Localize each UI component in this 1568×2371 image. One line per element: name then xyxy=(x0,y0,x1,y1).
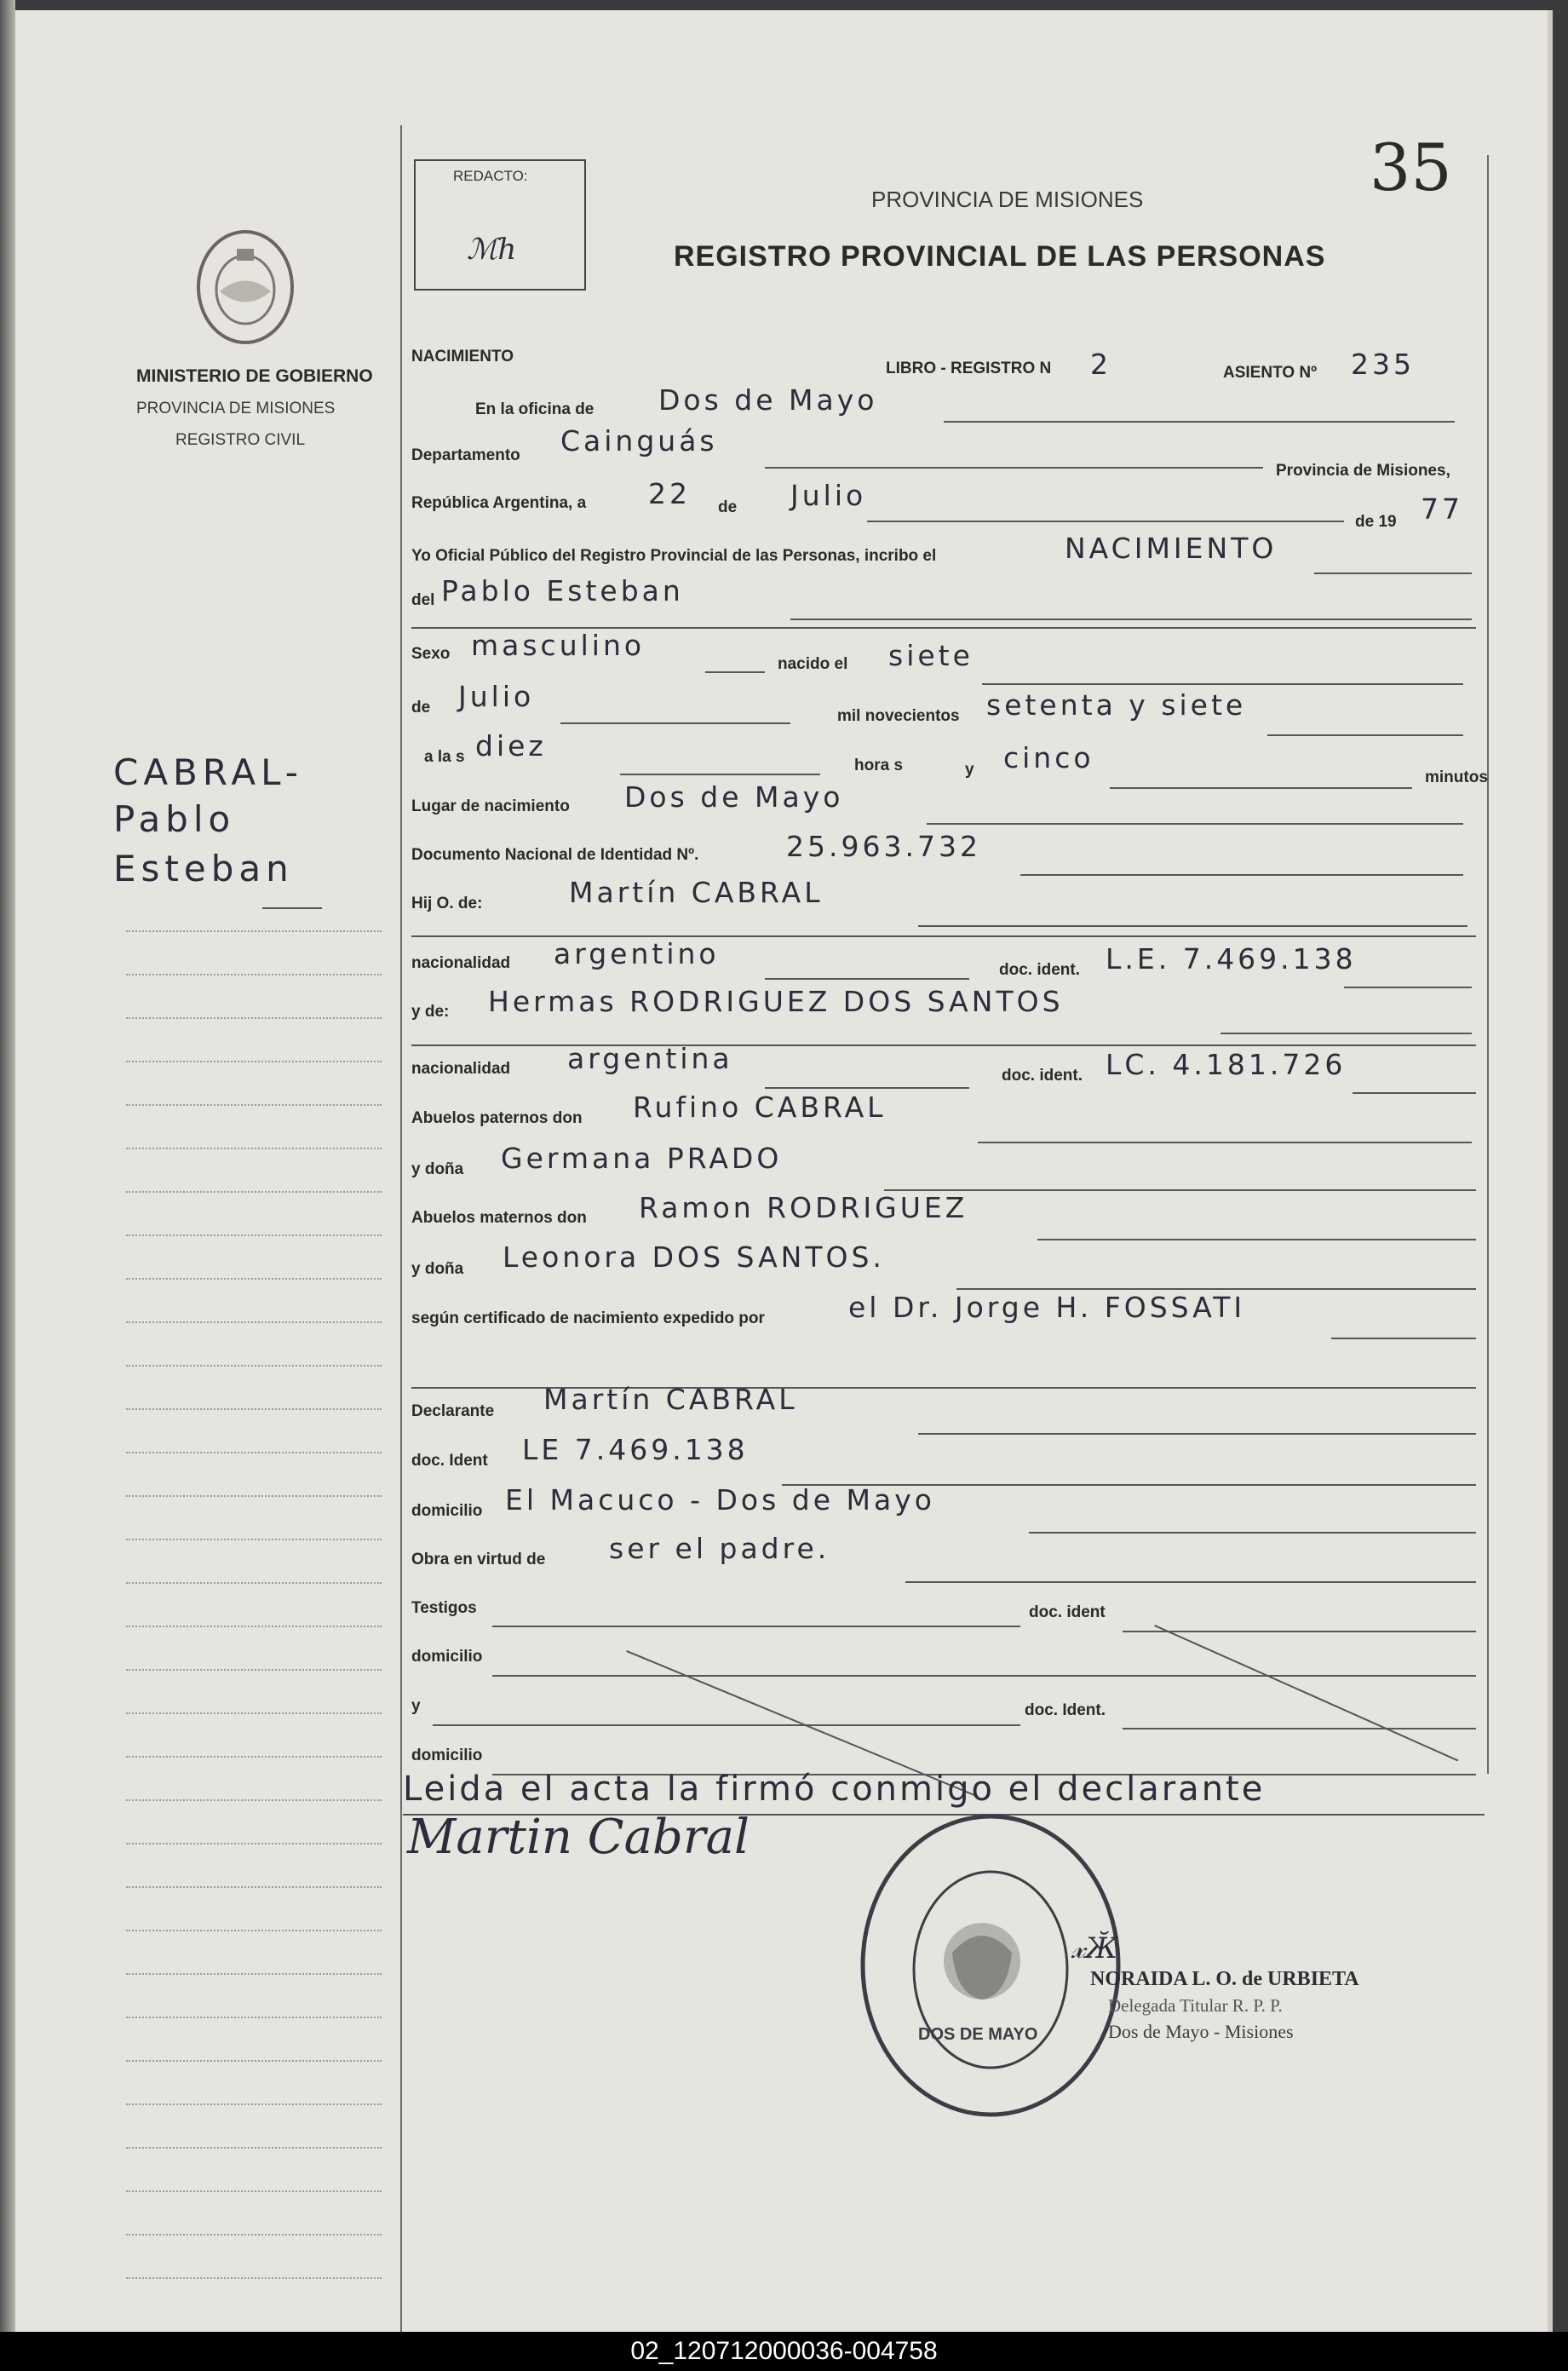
ministry-province: PROVINCIA DE MISIONES xyxy=(136,400,336,417)
abuelos-maternos-label: Abuelos maternos don xyxy=(411,1209,587,1227)
margin-dotted-line xyxy=(126,1712,382,1714)
day-value: 22 xyxy=(648,477,691,510)
doc-declarante-value: LE 7.469.138 xyxy=(522,1433,749,1466)
witness-cross-line-2 xyxy=(1154,1625,1458,1761)
month-value: Julio xyxy=(790,479,867,512)
official-name: NORAIDA L. O. de URBIETA xyxy=(1090,1968,1359,1990)
y2-line xyxy=(433,1724,1020,1726)
sexo-line xyxy=(705,671,765,673)
margin-note-surname: CABRAL- xyxy=(113,751,303,793)
margin-dotted-line xyxy=(126,1191,382,1193)
doc-declarante-label: doc. Ident xyxy=(411,1452,488,1470)
lugar-value: Dos de Mayo xyxy=(624,780,844,814)
official-role: Delegada Titular R. P. P. xyxy=(1108,1995,1283,2016)
margin-dotted-line xyxy=(126,2190,382,2192)
date-line xyxy=(867,521,1344,522)
yde-label: y de: xyxy=(411,1003,450,1021)
certificado-value: el Dr. Jorge H. FOSSATI xyxy=(848,1291,1246,1324)
hijo-label: Hij O. de: xyxy=(411,895,483,912)
de2-line xyxy=(560,722,790,724)
republica-label: República Argentina, a xyxy=(411,494,587,512)
margin-dotted-line xyxy=(126,1017,382,1019)
header-province: PROVINCIA DE MISIONES xyxy=(871,187,1144,212)
obra-value: ser el padre. xyxy=(609,1532,830,1565)
ministry-registry: REGISTRO CIVIL xyxy=(175,431,306,449)
margin-dotted-line xyxy=(126,1626,382,1627)
margin-dotted-line xyxy=(126,1843,382,1844)
header-title: REGISTRO PROVINCIAL DE LAS PERSONAS xyxy=(674,240,1326,273)
alas-line xyxy=(620,774,820,775)
departamento-label: Departamento xyxy=(411,446,520,464)
abuelos-paternos-label: Abuelos paternos don xyxy=(411,1109,583,1127)
margin-note-underline xyxy=(262,907,322,909)
margin-dotted-line xyxy=(126,2017,382,2018)
nacido-line xyxy=(982,683,1463,685)
footer-id-bar: 02_120712000036-004758 xyxy=(0,2332,1568,2371)
ministry-name: MINISTERIO DE GOBIERNO xyxy=(136,366,373,386)
hijo-value: Martín CABRAL xyxy=(569,876,824,909)
provincia-label: Provincia de Misiones, xyxy=(1276,462,1450,480)
margin-dotted-line xyxy=(126,1104,382,1106)
horas-label: hora s xyxy=(854,757,904,774)
book-spine xyxy=(0,0,15,2334)
doc-ident-label: doc. ident xyxy=(1029,1603,1106,1621)
mil-value: setenta y siete xyxy=(986,688,1247,722)
asiento-label: ASIENTO Nº xyxy=(1223,364,1318,382)
nacionalidad1-label: nacionalidad xyxy=(411,954,511,972)
mil-line xyxy=(1267,734,1463,736)
margin-dotted-line xyxy=(126,1148,382,1149)
doc1-value: L.E. 7.469.138 xyxy=(1106,942,1357,975)
sexo-value: masculino xyxy=(471,629,646,662)
nacionalidad1-line xyxy=(765,978,969,980)
yde-value: Hermas RODRIGUEZ DOS SANTOS xyxy=(488,985,1064,1018)
margin-dotted-line xyxy=(126,930,382,932)
asiento-value: 235 xyxy=(1351,348,1415,381)
margin-dotted-line xyxy=(126,1061,382,1062)
dni-label: Documento Nacional de Identidad Nº. xyxy=(411,846,699,864)
page-number: 35 xyxy=(1370,129,1452,205)
de2-label: de xyxy=(411,699,431,716)
del-line xyxy=(790,619,1472,620)
doc2-label: doc. ident. xyxy=(1002,1067,1083,1085)
oficial-line xyxy=(1314,573,1472,574)
obra-label: Obra en virtud de xyxy=(411,1551,546,1568)
left-vertical-rule xyxy=(400,125,402,2349)
ministry-seal-icon xyxy=(186,223,305,351)
abuelos-maternos-value: Ramon RODRIGUEZ xyxy=(639,1191,968,1224)
dni-value: 25.963.732 xyxy=(786,830,981,863)
margin-dotted-line xyxy=(126,1321,382,1323)
de-label: de xyxy=(718,498,738,516)
libro-value: 2 xyxy=(1090,348,1111,381)
doc2-value: LC. 4.181.726 xyxy=(1106,1048,1347,1081)
departamento-value: Cainguás xyxy=(560,424,718,458)
official-signature: 𝓍Ӂ xyxy=(1071,1931,1118,1965)
nacido-value: siete xyxy=(888,639,974,672)
domicilio-value: El Macuco - Dos de Mayo xyxy=(505,1483,935,1516)
del-value: Pablo Esteban xyxy=(441,574,684,607)
dona1-label: y doña xyxy=(411,1160,464,1178)
stamp-inner-text: DOS DE MAYO xyxy=(918,2025,1038,2044)
margin-dotted-line xyxy=(126,2103,382,2105)
margin-dotted-line xyxy=(126,1452,382,1453)
dni-line xyxy=(1020,874,1463,876)
doc2-line xyxy=(1353,1092,1476,1094)
nacionalidad2-label: nacionalidad xyxy=(411,1060,511,1078)
departamento-line xyxy=(765,467,1263,469)
year-value: 77 xyxy=(1421,492,1463,526)
margin-dotted-line xyxy=(126,1582,382,1584)
register-page xyxy=(15,10,1553,2332)
y2-label: y xyxy=(411,1697,421,1715)
dona1-value: Germana PRADO xyxy=(501,1142,783,1175)
sexo-label: Sexo xyxy=(411,645,451,663)
domicilio-label: domicilio xyxy=(411,1502,483,1520)
minutos-line xyxy=(1110,787,1412,789)
domicilio2-line xyxy=(492,1675,1476,1677)
dona2-label: y doña xyxy=(411,1260,464,1278)
declarante-value: Martín CABRAL xyxy=(543,1383,798,1416)
doc1-label: doc. ident. xyxy=(999,961,1080,979)
nacionalidad2-line xyxy=(765,1087,969,1089)
doc-ident2-line xyxy=(1123,1728,1476,1729)
redacto-box xyxy=(414,159,586,291)
margin-dotted-line xyxy=(126,1278,382,1280)
abuelos-paternos-value: Rufino CABRAL xyxy=(633,1091,887,1124)
dona1-line xyxy=(884,1189,1476,1191)
official-place: Dos de Mayo - Misiones xyxy=(1108,2021,1294,2042)
margin-dotted-line xyxy=(126,2277,382,2279)
doc1-line xyxy=(1344,987,1472,988)
year-label: de 19 xyxy=(1355,513,1397,531)
margin-dotted-line xyxy=(126,1234,382,1236)
margin-note-name1: Pablo xyxy=(113,798,236,840)
oficina-line xyxy=(944,421,1455,423)
yde-line xyxy=(1221,1033,1472,1034)
margin-dotted-line xyxy=(126,1365,382,1367)
minutos-value: cinco xyxy=(1003,741,1094,774)
nacionalidad2-value: argentina xyxy=(567,1042,733,1075)
margin-dotted-line xyxy=(126,1495,382,1497)
margin-dotted-line xyxy=(126,2060,382,2062)
hijo-line xyxy=(918,925,1467,927)
margin-dotted-line xyxy=(126,1539,382,1540)
margin-dotted-line xyxy=(126,1756,382,1758)
nacido-label: nacido el xyxy=(778,655,848,673)
closing-sentence: Leida el acta la firmó conmigo el declarante xyxy=(403,1770,1266,1809)
libro-label: LIBRO - REGISTRO N xyxy=(886,360,1052,377)
margin-dotted-line xyxy=(126,1408,382,1410)
de2-value: Julio xyxy=(458,680,535,713)
minutos-label: minutos xyxy=(1425,768,1488,786)
margin-note-name2: Esteban xyxy=(113,848,294,889)
declarante-line xyxy=(918,1433,1476,1435)
oficina-label: En la oficina de xyxy=(475,400,594,418)
del-label: del xyxy=(411,591,435,609)
certificado-label: según certificado de nacimiento expedido por xyxy=(411,1309,765,1327)
margin-dotted-line xyxy=(126,974,382,975)
oficina-value: Dos de Mayo xyxy=(658,383,878,417)
dona2-value: Leonora DOS SANTOS. xyxy=(503,1240,885,1274)
dona2-line xyxy=(956,1288,1476,1290)
domicilio-line xyxy=(1029,1532,1476,1534)
doc-ident-line xyxy=(1123,1631,1476,1632)
nacionalidad1-value: argentino xyxy=(554,937,720,970)
lugar-line xyxy=(927,823,1463,825)
domicilio2-label: domicilio xyxy=(411,1648,483,1666)
redacto-initials-signature: ℳℎ xyxy=(467,233,517,267)
redacto-label: REDACTO: xyxy=(453,168,528,184)
margin-dotted-line xyxy=(126,1799,382,1801)
domicilio3-label: domicilio xyxy=(411,1747,483,1764)
oficial-text: Yo Oficial Público del Registro Provincial de las Personas, incribo el xyxy=(411,547,937,565)
margin-dotted-line xyxy=(126,2147,382,2149)
official-registry-stamp-icon xyxy=(854,1808,1127,2123)
obra-line xyxy=(905,1581,1476,1583)
testigos-line xyxy=(492,1626,1020,1627)
nacimiento-label: NACIMIENTO xyxy=(411,348,514,365)
y-label: y xyxy=(965,761,974,779)
oficial-value: NACIMIENTO xyxy=(1065,532,1278,565)
alas-value: diez xyxy=(475,729,547,763)
margin-dotted-line xyxy=(126,1669,382,1671)
margin-dotted-line xyxy=(126,1973,382,1975)
lugar-label: Lugar de nacimiento xyxy=(411,797,570,815)
abuelos-paternos-line xyxy=(978,1142,1472,1143)
abuelos-maternos-line xyxy=(1037,1239,1476,1240)
margin-dotted-line xyxy=(126,2234,382,2236)
mil-label: mil novecientos xyxy=(837,707,960,725)
testigos-label: Testigos xyxy=(411,1599,477,1617)
certificado-line xyxy=(1331,1338,1476,1339)
alas-label: a la s xyxy=(424,748,465,766)
declarante-signature: Martin Cabral xyxy=(407,1810,750,1865)
margin-dotted-line xyxy=(126,1930,382,1931)
doc-ident2-label: doc. Ident. xyxy=(1025,1701,1106,1719)
margin-dotted-line xyxy=(126,1886,382,1888)
declarante-label: Declarante xyxy=(411,1402,495,1420)
right-vertical-rule xyxy=(1487,155,1489,1774)
